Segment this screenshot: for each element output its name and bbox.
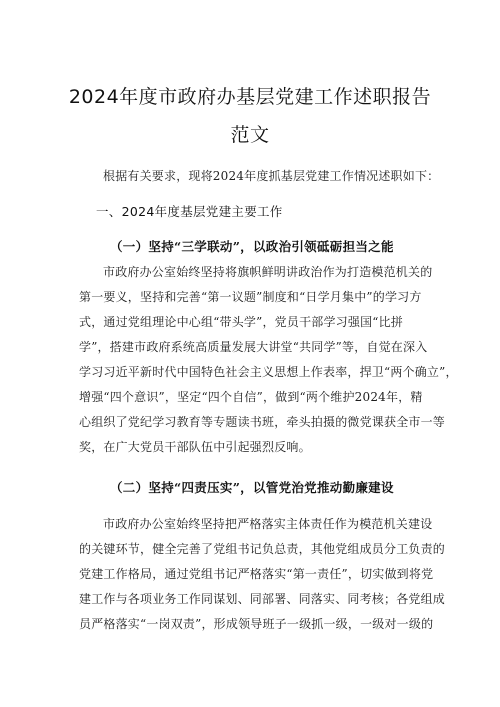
para2-line: 员严格落实“一岗双责”，形成领导班子一级抓一级，一级对一级的 [79,617,434,631]
section1-heading: 一、2024年度基层党建主要工作 [96,204,283,219]
para2-line: 的关键环节，健全完善了党组书记负总责，其他党组成员分工负责的 [79,542,446,556]
document-title-line1: 2024年度市政府办基层党建工作述职报告 [68,86,432,108]
para2-line: 建工作与各项业务工作同谋划、同部署、同落实、同考核；各党组成 [79,592,446,606]
para1-line: 增强“四个意识”，坚定“四个自信”，做到“两个维护2024年，精 [79,390,423,404]
para1-line: 学习习近平新时代中国特色社会主义思想上作表率，捍卫“两个确立”， [79,365,458,379]
para1-line: 奖，在广大党员干部队伍中引起强烈反响。 [79,440,311,454]
subsection2-heading: （二）坚持“四责压实”，以管党治党推动勤廉建设 [110,480,394,495]
para1-line: 市政府办公室始终坚持将旗帜鲜明讲政治作为打造模范机关的 [103,265,433,279]
para1-line: 第一要义，坚持和完善“第一议题”制度和“日学月集中”的学习方 [79,290,422,304]
para1-line: 心组织了党纪学习教育等专题读书班，牵头拍摄的微党课获全市一等 [79,415,446,429]
para1-line: 学”，搭建市政府系统高质量发展大讲堂“共同学”等，自觉在深入 [79,340,428,354]
document-title-line2: 范文 [230,124,270,146]
subsection1-heading: （一）坚持“三学联动”，以政治引领砥砺担当之能 [110,239,394,254]
para2-line: 市政府办公室始终坚持把严格落实主体责任作为模范机关建设 [103,517,433,531]
para1-line: 式，通过党组理论中心组“带头学”，党员干部学习强国“比拼 [79,315,404,329]
para2-line: 党建工作格局，通过党组书记严格落实“第一责任”，切实做到将党 [79,567,434,581]
intro-paragraph: 根据有关要求，现将2024年度抓基层党建工作情况述职如下： [103,169,440,183]
